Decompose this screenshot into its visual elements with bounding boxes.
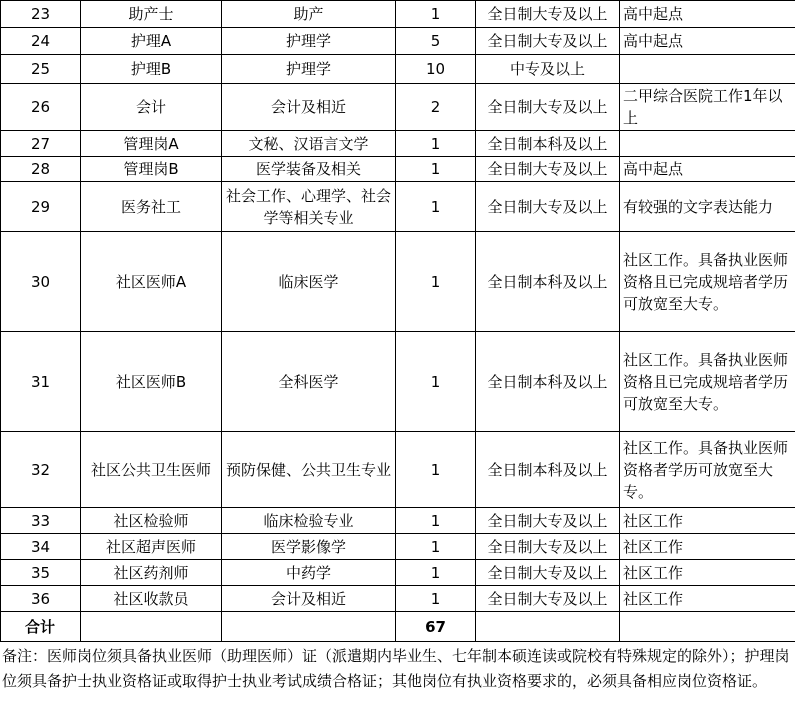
row-number-cell: 24: [1, 28, 81, 55]
row-number-cell: 30: [1, 232, 81, 332]
education-requirement-cell: 全日制本科及以上: [476, 332, 620, 432]
education-requirement-cell: 全日制大专及以上: [476, 28, 620, 55]
major-cell: 医学装备及相关: [222, 157, 396, 182]
education-requirement-cell: 全日制大专及以上: [476, 508, 620, 534]
row-number-cell: 36: [1, 586, 81, 612]
other-requirement-cell: 高中起点: [620, 157, 795, 182]
total-count-cell: 67: [396, 612, 476, 642]
headcount-cell: 1: [396, 332, 476, 432]
other-requirement-cell: 社区工作。具备执业医师资格且已完成规培者学历可放宽至大专。: [620, 232, 795, 332]
education-requirement-cell: 全日制大专及以上: [476, 534, 620, 560]
headcount-cell: 2: [396, 84, 476, 131]
table-row: [1, 232, 795, 332]
row-number-cell: 23: [1, 1, 81, 28]
headcount-cell: 1: [396, 560, 476, 586]
education-requirement-cell: 全日制大专及以上: [476, 84, 620, 131]
table-row: [1, 131, 795, 157]
headcount-cell: 1: [396, 232, 476, 332]
table-row: [1, 55, 795, 84]
major-cell: 助产: [222, 1, 396, 28]
position-name-cell: 社区收款员: [81, 586, 222, 612]
row-number-cell: 29: [1, 182, 81, 232]
row-number-cell: 26: [1, 84, 81, 131]
education-requirement-cell: 全日制本科及以上: [476, 232, 620, 332]
footnote: 备注：医师岗位须具备执业医师（助理医师）证（派遣期内毕业生、七年制本硕连读或院校有特殊规定的除外）；护理岗位须具备护士执业资格证或取得护士执业考试成绩合格证；其他岗位有执业资格要求的，必须具备相应岗位资格证。: [2, 647, 790, 690]
major-cell: 文秘、汉语言文学: [222, 131, 396, 157]
total-empty-education-cell: [476, 612, 620, 642]
position-name-cell: 社区医师A: [81, 232, 222, 332]
total-label-cell: 合计: [1, 612, 81, 642]
other-requirement-cell: [620, 131, 795, 157]
table-row: [1, 157, 795, 182]
row-number-cell: 28: [1, 157, 81, 182]
table-row: [1, 182, 795, 232]
headcount-cell: 1: [396, 508, 476, 534]
headcount-cell: 1: [396, 182, 476, 232]
total-empty-requirement-cell: [620, 612, 795, 642]
headcount-cell: 5: [396, 28, 476, 55]
other-requirement-cell: [620, 55, 795, 84]
major-cell: 临床医学: [222, 232, 396, 332]
row-number-cell: 31: [1, 332, 81, 432]
position-name-cell: 社区公共卫生医师: [81, 432, 222, 508]
position-name-cell: 社区检验师: [81, 508, 222, 534]
table-row: [1, 432, 795, 508]
major-cell: 医学影像学: [222, 534, 396, 560]
table-row: [1, 508, 795, 534]
headcount-cell: 1: [396, 586, 476, 612]
other-requirement-cell: 高中起点: [620, 28, 795, 55]
other-requirement-cell: 社区工作: [620, 534, 795, 560]
education-requirement-cell: 全日制大专及以上: [476, 1, 620, 28]
other-requirement-cell: 二甲综合医院工作1年以上: [620, 84, 795, 131]
headcount-cell: 10: [396, 55, 476, 84]
major-cell: 护理学: [222, 28, 396, 55]
education-requirement-cell: 中专及以上: [476, 55, 620, 84]
education-requirement-cell: 全日制大专及以上: [476, 157, 620, 182]
position-name-cell: 护理B: [81, 55, 222, 84]
position-name-cell: 社区超声医师: [81, 534, 222, 560]
position-name-cell: 管理岗A: [81, 131, 222, 157]
row-number-cell: 32: [1, 432, 81, 508]
row-number-cell: 34: [1, 534, 81, 560]
education-requirement-cell: 全日制本科及以上: [476, 131, 620, 157]
table-row: [1, 28, 795, 55]
other-requirement-cell: 社区工作: [620, 586, 795, 612]
other-requirement-cell: 高中起点: [620, 1, 795, 28]
headcount-cell: 1: [396, 432, 476, 508]
row-number-cell: 27: [1, 131, 81, 157]
major-cell: 预防保健、公共卫生专业: [222, 432, 396, 508]
table-row: [1, 332, 795, 432]
other-requirement-cell: 社区工作。具备执业医师资格者学历可放宽至大专。: [620, 432, 795, 508]
headcount-cell: 1: [396, 157, 476, 182]
major-cell: 会计及相近: [222, 586, 396, 612]
position-name-cell: 会计: [81, 84, 222, 131]
row-number-cell: 35: [1, 560, 81, 586]
major-cell: 中药学: [222, 560, 396, 586]
table-row: [1, 84, 795, 131]
major-cell: 社会工作、心理学、社会学等相关专业: [222, 182, 396, 232]
education-requirement-cell: 全日制本科及以上: [476, 432, 620, 508]
position-name-cell: 社区药剂师: [81, 560, 222, 586]
total-row: [1, 612, 795, 642]
table-row: [1, 586, 795, 612]
major-cell: 会计及相近: [222, 84, 396, 131]
position-name-cell: 助产士: [81, 1, 222, 28]
education-requirement-cell: 全日制大专及以上: [476, 560, 620, 586]
major-cell: 全科医学: [222, 332, 396, 432]
other-requirement-cell: 社区工作: [620, 508, 795, 534]
position-name-cell: 社区医师B: [81, 332, 222, 432]
position-name-cell: 管理岗B: [81, 157, 222, 182]
row-number-cell: 25: [1, 55, 81, 84]
table-row: [1, 1, 795, 28]
total-empty-position-cell: [81, 612, 222, 642]
headcount-cell: 1: [396, 1, 476, 28]
major-cell: 临床检验专业: [222, 508, 396, 534]
headcount-cell: 1: [396, 534, 476, 560]
table-row: [1, 560, 795, 586]
headcount-cell: 1: [396, 131, 476, 157]
major-cell: 护理学: [222, 55, 396, 84]
position-name-cell: 医务社工: [81, 182, 222, 232]
education-requirement-cell: 全日制大专及以上: [476, 182, 620, 232]
other-requirement-cell: 有较强的文字表达能力: [620, 182, 795, 232]
total-empty-major-cell: [222, 612, 396, 642]
other-requirement-cell: 社区工作。具备执业医师资格且已完成规培者学历可放宽至大专。: [620, 332, 795, 432]
row-number-cell: 33: [1, 508, 81, 534]
education-requirement-cell: 全日制大专及以上: [476, 586, 620, 612]
table-row: [1, 534, 795, 560]
position-name-cell: 护理A: [81, 28, 222, 55]
other-requirement-cell: 社区工作: [620, 560, 795, 586]
